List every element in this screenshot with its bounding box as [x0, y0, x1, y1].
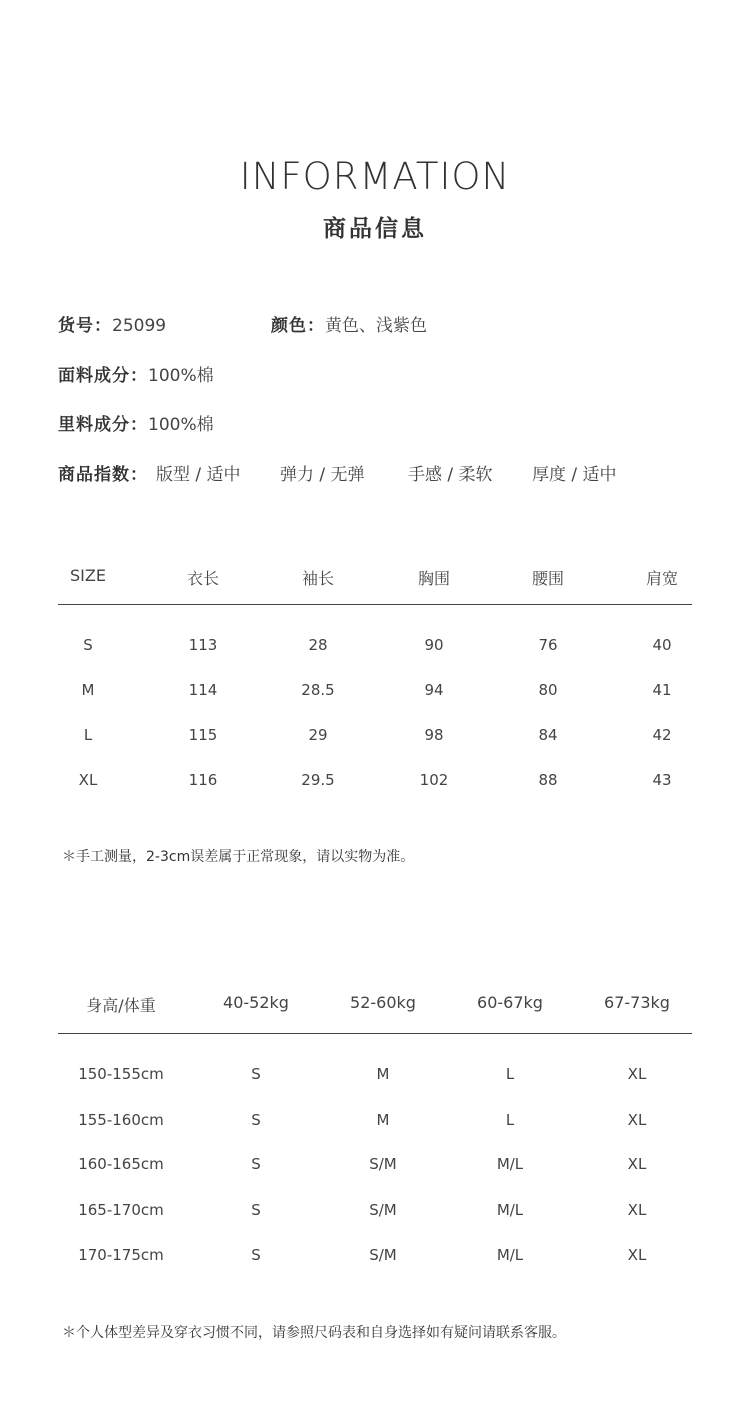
- size-header-cell: 肩宽: [645, 569, 678, 588]
- table-cell: 113: [188, 636, 218, 654]
- fit-note: ＊个人体型差异及穿衣习惯不同，请参照尺码表和自身选择如有疑问请联系客服。: [62, 1325, 566, 1341]
- page-title-en: INFORMATION: [239, 155, 511, 198]
- table-cell: S/M: [369, 1246, 397, 1264]
- color-row: [271, 311, 427, 336]
- index-item: 弹力 / 无弹: [280, 465, 365, 485]
- table-cell: 28: [308, 636, 328, 654]
- table-cell: S: [83, 636, 93, 654]
- table-cell: 160-165cm: [78, 1155, 164, 1173]
- size-header-cell: SIZE: [70, 566, 106, 585]
- item-number-value: 25099: [112, 316, 167, 336]
- table-cell: L: [505, 1111, 515, 1129]
- table-cell: L: [83, 726, 93, 744]
- index-item: 版型 / 适中: [156, 465, 241, 485]
- item-number-row: [58, 311, 166, 336]
- table-cell: 170-175cm: [78, 1246, 164, 1264]
- fit-header-cell: 60-67kg: [477, 993, 543, 1012]
- product-index-label: 商品指数：: [58, 465, 148, 485]
- table-cell: XL: [627, 1246, 647, 1264]
- table-cell: 88: [538, 771, 558, 789]
- index-item: 手感 / 柔软: [408, 465, 493, 485]
- table-cell: S: [251, 1111, 261, 1129]
- table-cell: 43: [652, 771, 672, 789]
- table-cell: 41: [652, 681, 672, 699]
- fabric-value: 100%棉: [148, 366, 214, 386]
- item-number-label: 货号：: [58, 316, 112, 336]
- table-cell: 102: [419, 771, 449, 789]
- size-table-divider: [58, 604, 692, 605]
- fit-header-cell: 52-60kg: [350, 993, 416, 1012]
- table-cell: 29: [308, 726, 328, 744]
- table-cell: 42: [652, 726, 672, 744]
- measurement-note: ＊手工测量，2-3cm误差属于正常现象，请以实物为准。: [62, 849, 415, 865]
- lining-label: 里料成分：: [58, 415, 148, 435]
- table-cell: XL: [627, 1155, 647, 1173]
- table-cell: 90: [424, 636, 444, 654]
- fit-header-cell: 40-52kg: [223, 993, 289, 1012]
- table-cell: M/L: [496, 1155, 524, 1173]
- table-cell: 28.5: [301, 681, 335, 699]
- table-cell: 84: [538, 726, 558, 744]
- table-cell: S/M: [369, 1155, 397, 1173]
- table-cell: XL: [627, 1065, 647, 1083]
- product-index-row: [58, 460, 148, 485]
- color-value: 黄色、浅紫色: [325, 316, 427, 336]
- table-cell: S: [251, 1201, 261, 1219]
- table-cell: S: [251, 1065, 261, 1083]
- table-cell: M: [376, 1111, 390, 1129]
- table-cell: 114: [188, 681, 218, 699]
- table-cell: M: [81, 681, 95, 699]
- table-cell: 29.5: [301, 771, 335, 789]
- lining-row: [58, 410, 214, 435]
- table-cell: XL: [78, 771, 98, 789]
- size-header-cell: 衣长: [186, 569, 219, 588]
- table-cell: 94: [424, 681, 444, 699]
- table-cell: 40: [652, 636, 672, 654]
- fit-header-cell: 身高/体重: [86, 996, 156, 1015]
- fabric-label: 面料成分：: [58, 366, 148, 386]
- table-cell: M/L: [496, 1201, 524, 1219]
- size-header-cell: 腰围: [531, 569, 564, 588]
- table-cell: 76: [538, 636, 558, 654]
- table-cell: 80: [538, 681, 558, 699]
- table-cell: S: [251, 1155, 261, 1173]
- table-cell: XL: [627, 1201, 647, 1219]
- fabric-row: [58, 361, 214, 386]
- table-cell: 115: [188, 726, 218, 744]
- table-cell: S: [251, 1246, 261, 1264]
- table-cell: 116: [188, 771, 218, 789]
- table-cell: M: [376, 1065, 390, 1083]
- page-title-zh: 商品信息: [323, 216, 427, 242]
- index-item: 厚度 / 适中: [532, 465, 617, 485]
- table-cell: XL: [627, 1111, 647, 1129]
- table-cell: M/L: [496, 1246, 524, 1264]
- table-cell: 150-155cm: [78, 1065, 164, 1083]
- size-header-cell: 胸围: [417, 569, 450, 588]
- table-cell: 155-160cm: [78, 1111, 164, 1129]
- table-cell: 98: [424, 726, 444, 744]
- table-cell: L: [505, 1065, 515, 1083]
- table-cell: 165-170cm: [78, 1201, 164, 1219]
- lining-value: 100%棉: [148, 415, 214, 435]
- fit-header-cell: 67-73kg: [604, 993, 670, 1012]
- size-header-cell: 袖长: [301, 569, 334, 588]
- color-label: 颜色：: [271, 316, 325, 336]
- table-cell: S/M: [369, 1201, 397, 1219]
- fit-table-divider: [58, 1033, 692, 1034]
